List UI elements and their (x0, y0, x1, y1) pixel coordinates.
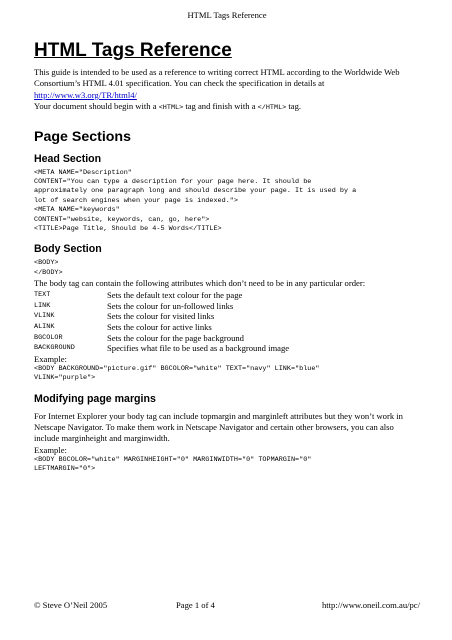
document-page (34, 0, 420, 640)
attribute-row (34, 311, 289, 322)
margins-example-code: <BODY BGCOLOR="white" MARGINHEIGHT="0" MARGINWIDTH="0" TOPMARGIN="0" LEFTMARGIN="0"> (34, 455, 312, 474)
margins-example-label: Example: (34, 444, 67, 455)
attribute-description: Specifies what file to be used as a background image (107, 343, 290, 354)
intro-paragraph (34, 67, 420, 115)
attribute-row (34, 333, 289, 344)
body-example-label: Example: (34, 353, 67, 364)
head-section-code: <META NAME="Description" CONTENT="You can type a description for your page here. It should be approximately one paragraph long and should describe your page. It is used by a lot of search engines when your page is indexed."> <META NAME="keywords" CONTENT="website, keywords, can, go, here"> <TITLE>Page Title, Should be 4-5 Words</TITLE> (34, 168, 357, 234)
attribute-description: Sets the colour for visited links (107, 311, 215, 322)
attribute-row (34, 322, 289, 333)
attribute-row (34, 301, 289, 312)
attribute-row (34, 343, 289, 354)
running-header: HTML Tags Reference (187, 10, 267, 20)
attribute-row (34, 290, 289, 301)
intro-begin-pre: Your document should begin with a (34, 101, 157, 112)
margins-paragraph: For Internet Explorer your body tag can include topmargin and marginleft attributes but they won’t work in Netscape Navigator. To make them work in Netscape Navigator and certain other browsers, you can also include marginheight and marginwidth. (34, 410, 403, 444)
section-heading-page-sections: Page Sections (34, 128, 131, 145)
intro-begin-mid: tag and finish with a (185, 101, 256, 112)
subheading-head-section: Head Section (34, 152, 102, 165)
footer-url: http://www.oneil.com.au/pc/ (321, 600, 420, 610)
body-attributes-table (34, 290, 289, 354)
html-open-tag: <HTML> (158, 104, 184, 113)
attribute-name: LINK (34, 301, 51, 310)
subheading-body-section: Body Section (34, 243, 102, 256)
footer-copyright: © Steve O’Neil 2005 (34, 600, 108, 610)
page-title: HTML Tags Reference (34, 40, 232, 61)
subheading-modifying-margins: Modifying page margins (34, 392, 156, 405)
attribute-name: ALINK (34, 323, 55, 332)
attribute-name: TEXT (34, 291, 51, 300)
body-section-code: <BODY> </BODY> (34, 259, 63, 277)
page-content (34, 40, 420, 475)
body-attributes-intro: The body tag can contain the following attributes which don’t need to be in any particular order: (34, 278, 366, 289)
attribute-description: Sets the colour for active links (107, 322, 212, 333)
footer-page-number: Page 1 of 4 (176, 600, 215, 610)
attribute-description: Sets the colour for un-followed links (107, 300, 234, 311)
attribute-description: Sets the colour for the page background (107, 332, 244, 343)
attribute-name: BGCOLOR (34, 333, 63, 342)
body-example-code: <BODY BACKGROUND="picture.gif" BGCOLOR="white" TEXT="navy" LINK="blue" VLINK="purple"> (34, 364, 320, 383)
spec-link[interactable]: http://www.w3.org/TR/html4/ (34, 89, 137, 100)
intro-begin-post: tag. (288, 101, 302, 112)
page-footer (34, 600, 420, 612)
attribute-name: VLINK (34, 312, 55, 321)
html-close-tag: </HTML> (257, 104, 287, 113)
attribute-description: Sets the default text colour for the page (107, 290, 243, 301)
attribute-name: BACKGROUND (34, 344, 75, 353)
intro-text: This guide is intended to be used as a reference to writing correct HTML according to the Worldwide Web Consortium’s HTML 4.01 specification. You can check the specification in details at (34, 67, 400, 89)
